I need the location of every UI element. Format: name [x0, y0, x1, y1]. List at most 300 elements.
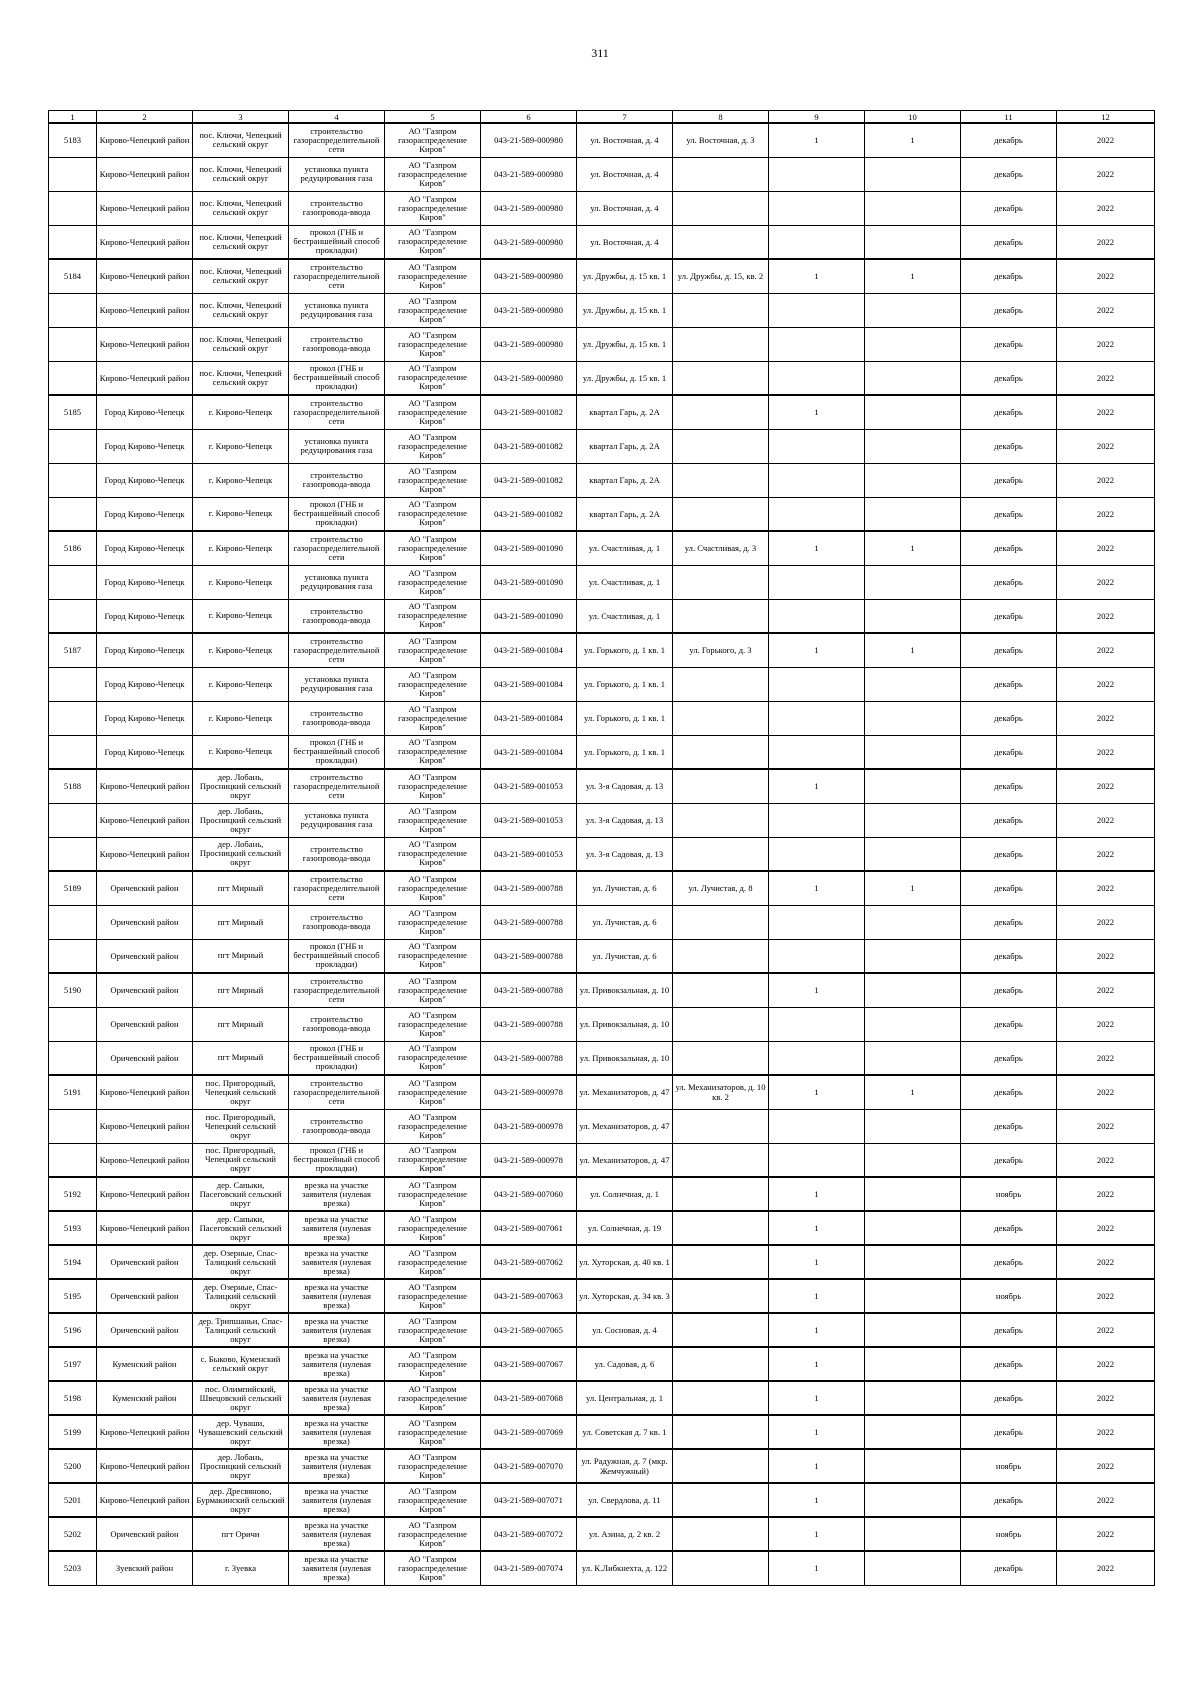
year-cell: 2022: [1057, 803, 1155, 837]
month-cell: декабрь: [961, 1041, 1057, 1075]
address-cell: ул. Хуторская, д. 40 кв. 1: [577, 1245, 673, 1279]
table-row: [49, 769, 1155, 803]
organization-cell: АО "Газпром газораспределение Киров": [385, 1279, 481, 1313]
application-number-cell: 043-21-589-001082: [481, 429, 577, 463]
year-cell: 2022: [1057, 1245, 1155, 1279]
neighbor-address-cell: [673, 1279, 769, 1313]
year-cell: 2022: [1057, 701, 1155, 735]
application-number-cell: 043-21-589-001084: [481, 633, 577, 667]
year-cell: 2022: [1057, 225, 1155, 259]
application-number-cell: 043-21-589-000980: [481, 293, 577, 327]
locality-cell: г. Кирово-Чепецк: [193, 395, 289, 429]
row-number-cell: 5191: [49, 1075, 97, 1109]
work-type-cell: установка пункта редуцирования газа: [289, 157, 385, 191]
row-number-cell: [49, 939, 97, 973]
district-cell: Куменский район: [97, 1347, 193, 1381]
month-cell: декабрь: [961, 463, 1057, 497]
count-a-cell: 1: [769, 1211, 865, 1245]
locality-cell: пгт Мирный: [193, 1041, 289, 1075]
count-b-cell: 1: [865, 871, 961, 905]
table-row: [49, 157, 1155, 191]
district-cell: Кирово-Чепецкий район: [97, 1177, 193, 1211]
count-a-cell: 1: [769, 259, 865, 293]
application-number-cell: 043-21-589-001090: [481, 565, 577, 599]
application-number-cell: 043-21-589-000980: [481, 191, 577, 225]
address-cell: ул. 3-я Садовая, д. 13: [577, 837, 673, 871]
column-number-cell: 1: [49, 111, 97, 124]
month-cell: ноябрь: [961, 1449, 1057, 1483]
table-row: [49, 973, 1155, 1007]
address-cell: ул. Азина, д. 2 кв. 2: [577, 1517, 673, 1551]
column-number-cell: 4: [289, 111, 385, 124]
district-cell: Город Кирово-Чепецк: [97, 633, 193, 667]
column-number-cell: 6: [481, 111, 577, 124]
year-cell: 2022: [1057, 905, 1155, 939]
address-cell: ул. Горького, д. 1 кв. 1: [577, 633, 673, 667]
address-cell: квартал Гарь, д. 2А: [577, 497, 673, 531]
locality-cell: пос. Ключи, Чепецкий сельский округ: [193, 361, 289, 395]
locality-cell: пгт Мирный: [193, 939, 289, 973]
row-number-cell: [49, 225, 97, 259]
application-number-cell: 043-21-589-001090: [481, 531, 577, 565]
neighbor-address-cell: [673, 225, 769, 259]
count-b-cell: [865, 1279, 961, 1313]
locality-cell: дер. Сапыки, Пасеговский сельский округ: [193, 1211, 289, 1245]
neighbor-address-cell: [673, 191, 769, 225]
month-cell: ноябрь: [961, 1279, 1057, 1313]
table-row: [49, 463, 1155, 497]
column-number-cell: 11: [961, 111, 1057, 124]
year-cell: 2022: [1057, 735, 1155, 769]
count-a-cell: 1: [769, 1177, 865, 1211]
count-b-cell: [865, 1007, 961, 1041]
district-cell: Оричевский район: [97, 871, 193, 905]
table-row: [49, 667, 1155, 701]
month-cell: декабрь: [961, 973, 1057, 1007]
district-cell: Кирово-Чепецкий район: [97, 803, 193, 837]
neighbor-address-cell: ул. Восточная, д. 3: [673, 123, 769, 157]
locality-cell: дер. Лобань, Просницкий сельский округ: [193, 1449, 289, 1483]
address-cell: ул. Лучистая, д. 6: [577, 871, 673, 905]
district-cell: Кирово-Чепецкий район: [97, 191, 193, 225]
count-a-cell: [769, 735, 865, 769]
neighbor-address-cell: [673, 1483, 769, 1517]
row-number-cell: [49, 735, 97, 769]
table-row: [49, 565, 1155, 599]
address-cell: ул. Солнечная, д. 19: [577, 1211, 673, 1245]
locality-cell: дер. Лобань, Просницкий сельский округ: [193, 769, 289, 803]
count-b-cell: [865, 395, 961, 429]
work-type-cell: строительство газопровода-ввода: [289, 599, 385, 633]
work-type-cell: установка пункта редуцирования газа: [289, 667, 385, 701]
application-number-cell: 043-21-589-001053: [481, 769, 577, 803]
organization-cell: АО "Газпром газораспределение Киров": [385, 1041, 481, 1075]
table-row: [49, 497, 1155, 531]
locality-cell: г. Кирово-Чепецк: [193, 735, 289, 769]
application-number-cell: 043-21-589-000788: [481, 871, 577, 905]
work-type-cell: врезка на участке заявителя (нулевая врезка): [289, 1449, 385, 1483]
year-cell: 2022: [1057, 599, 1155, 633]
year-cell: 2022: [1057, 531, 1155, 565]
neighbor-address-cell: [673, 1143, 769, 1177]
row-number-cell: [49, 905, 97, 939]
count-a-cell: 1: [769, 1313, 865, 1347]
year-cell: 2022: [1057, 1449, 1155, 1483]
count-a-cell: [769, 463, 865, 497]
neighbor-address-cell: [673, 293, 769, 327]
year-cell: 2022: [1057, 429, 1155, 463]
row-number-cell: 5187: [49, 633, 97, 667]
district-cell: Город Кирово-Чепецк: [97, 599, 193, 633]
count-b-cell: [865, 1347, 961, 1381]
month-cell: декабрь: [961, 1143, 1057, 1177]
work-type-cell: строительство газопровода-ввода: [289, 327, 385, 361]
month-cell: декабрь: [961, 361, 1057, 395]
address-cell: ул. Дружбы, д. 15 кв. 1: [577, 259, 673, 293]
table-row: [49, 1007, 1155, 1041]
row-number-cell: 5185: [49, 395, 97, 429]
table-row: [49, 1279, 1155, 1313]
address-cell: ул. Лучистая, д. 6: [577, 905, 673, 939]
count-b-cell: [865, 429, 961, 463]
district-cell: Кирово-Чепецкий район: [97, 293, 193, 327]
count-b-cell: [865, 1245, 961, 1279]
address-cell: ул. 3-я Садовая, д. 13: [577, 769, 673, 803]
table-row: [49, 1177, 1155, 1211]
district-cell: Город Кирово-Чепецк: [97, 701, 193, 735]
year-cell: 2022: [1057, 157, 1155, 191]
table-row: [49, 123, 1155, 157]
row-number-cell: 5195: [49, 1279, 97, 1313]
column-number-cell: 12: [1057, 111, 1155, 124]
locality-cell: дер. Чуваши, Чувашевский сельский округ: [193, 1415, 289, 1449]
organization-cell: АО "Газпром газораспределение Киров": [385, 973, 481, 1007]
work-type-cell: строительство газораспределительной сети: [289, 395, 385, 429]
year-cell: 2022: [1057, 837, 1155, 871]
locality-cell: пос. Ключи, Чепецкий сельский округ: [193, 191, 289, 225]
year-cell: 2022: [1057, 1415, 1155, 1449]
locality-cell: г. Кирово-Чепецк: [193, 497, 289, 531]
district-cell: Город Кирово-Чепецк: [97, 667, 193, 701]
table-row: [49, 1551, 1155, 1585]
address-cell: ул. Сосновая, д. 4: [577, 1313, 673, 1347]
table-row: [49, 225, 1155, 259]
count-a-cell: [769, 701, 865, 735]
count-b-cell: [865, 769, 961, 803]
year-cell: 2022: [1057, 1211, 1155, 1245]
district-cell: Оричевский район: [97, 1041, 193, 1075]
organization-cell: АО "Газпром газораспределение Киров": [385, 633, 481, 667]
district-cell: Оричевский район: [97, 973, 193, 1007]
neighbor-address-cell: ул. Лучистая, д. 8: [673, 871, 769, 905]
neighbor-address-cell: [673, 1109, 769, 1143]
address-cell: ул. Свердлова, д. 11: [577, 1483, 673, 1517]
work-type-cell: врезка на участке заявителя (нулевая врезка): [289, 1211, 385, 1245]
neighbor-address-cell: [673, 769, 769, 803]
table-row: [49, 905, 1155, 939]
count-a-cell: [769, 361, 865, 395]
count-b-cell: [865, 1381, 961, 1415]
address-cell: ул. Радужная, д. 7 (мкр. Жемчужный): [577, 1449, 673, 1483]
work-type-cell: прокол (ГНБ и бестраншейный способ прокладки): [289, 361, 385, 395]
application-number-cell: 043-21-589-007070: [481, 1449, 577, 1483]
application-number-cell: 043-21-589-000788: [481, 905, 577, 939]
application-number-cell: 043-21-589-007063: [481, 1279, 577, 1313]
address-cell: ул. Садовая, д. 6: [577, 1347, 673, 1381]
district-cell: Кирово-Чепецкий район: [97, 157, 193, 191]
organization-cell: АО "Газпром газораспределение Киров": [385, 1313, 481, 1347]
address-cell: ул. Дружбы, д. 15 кв. 1: [577, 293, 673, 327]
table-row: [49, 259, 1155, 293]
row-number-cell: [49, 701, 97, 735]
locality-cell: г. Кирово-Чепецк: [193, 667, 289, 701]
year-cell: 2022: [1057, 769, 1155, 803]
count-b-cell: [865, 905, 961, 939]
address-cell: ул. Восточная, д. 4: [577, 157, 673, 191]
year-cell: 2022: [1057, 1381, 1155, 1415]
count-b-cell: [865, 973, 961, 1007]
count-b-cell: 1: [865, 633, 961, 667]
table-row: [49, 1415, 1155, 1449]
month-cell: ноябрь: [961, 1177, 1057, 1211]
count-b-cell: [865, 1109, 961, 1143]
gasification-register-table: [48, 110, 1155, 1586]
locality-cell: пос. Ключи, Чепецкий сельский округ: [193, 123, 289, 157]
work-type-cell: строительство газопровода-ввода: [289, 701, 385, 735]
table-row: [49, 871, 1155, 905]
neighbor-address-cell: [673, 939, 769, 973]
row-number-cell: 5189: [49, 871, 97, 905]
address-cell: ул. Механизаторов, д. 47: [577, 1109, 673, 1143]
organization-cell: АО "Газпром газораспределение Киров": [385, 259, 481, 293]
column-number-cell: 3: [193, 111, 289, 124]
table-row: [49, 1075, 1155, 1109]
application-number-cell: 043-21-589-000980: [481, 259, 577, 293]
count-b-cell: 1: [865, 123, 961, 157]
district-cell: Кирово-Чепецкий район: [97, 1075, 193, 1109]
locality-cell: пгт Мирный: [193, 1007, 289, 1041]
year-cell: 2022: [1057, 1313, 1155, 1347]
count-a-cell: [769, 225, 865, 259]
month-cell: декабрь: [961, 1483, 1057, 1517]
application-number-cell: 043-21-589-000980: [481, 361, 577, 395]
count-b-cell: [865, 225, 961, 259]
application-number-cell: 043-21-589-007062: [481, 1245, 577, 1279]
work-type-cell: строительство газораспределительной сети: [289, 973, 385, 1007]
district-cell: Куменский район: [97, 1381, 193, 1415]
locality-cell: г. Кирово-Чепецк: [193, 531, 289, 565]
table-row: [49, 429, 1155, 463]
neighbor-address-cell: [673, 1245, 769, 1279]
work-type-cell: врезка на участке заявителя (нулевая врезка): [289, 1415, 385, 1449]
neighbor-address-cell: [673, 327, 769, 361]
month-cell: декабрь: [961, 1415, 1057, 1449]
month-cell: декабрь: [961, 225, 1057, 259]
application-number-cell: 043-21-589-000978: [481, 1075, 577, 1109]
neighbor-address-cell: [673, 565, 769, 599]
organization-cell: АО "Газпром газораспределение Киров": [385, 429, 481, 463]
table-row: [49, 837, 1155, 871]
district-cell: Кирово-Чепецкий район: [97, 769, 193, 803]
count-a-cell: 1: [769, 1415, 865, 1449]
locality-cell: пос. Олимпийский, Швецовский сельский округ: [193, 1381, 289, 1415]
work-type-cell: строительство газораспределительной сети: [289, 123, 385, 157]
row-number-cell: [49, 497, 97, 531]
work-type-cell: врезка на участке заявителя (нулевая врезка): [289, 1551, 385, 1585]
month-cell: декабрь: [961, 905, 1057, 939]
count-a-cell: [769, 429, 865, 463]
count-a-cell: 1: [769, 769, 865, 803]
month-cell: декабрь: [961, 1007, 1057, 1041]
count-b-cell: [865, 1211, 961, 1245]
neighbor-address-cell: [673, 735, 769, 769]
year-cell: 2022: [1057, 191, 1155, 225]
table-row: [49, 633, 1155, 667]
locality-cell: дер. Сапыки, Пасеговский сельский округ: [193, 1177, 289, 1211]
count-b-cell: [865, 1177, 961, 1211]
neighbor-address-cell: [673, 599, 769, 633]
neighbor-address-cell: [673, 429, 769, 463]
locality-cell: дер. Лобань, Просницкий сельский округ: [193, 837, 289, 871]
count-a-cell: [769, 939, 865, 973]
count-b-cell: [865, 599, 961, 633]
row-number-cell: 5193: [49, 1211, 97, 1245]
neighbor-address-cell: [673, 497, 769, 531]
address-cell: ул. Дружбы, д. 15 кв. 1: [577, 361, 673, 395]
table-row: [49, 1109, 1155, 1143]
row-number-cell: [49, 565, 97, 599]
address-cell: ул. Лучистая, д. 6: [577, 939, 673, 973]
work-type-cell: строительство газопровода-ввода: [289, 1007, 385, 1041]
count-b-cell: [865, 361, 961, 395]
application-number-cell: 043-21-589-007071: [481, 1483, 577, 1517]
application-number-cell: 043-21-589-000788: [481, 1007, 577, 1041]
count-a-cell: 1: [769, 1551, 865, 1585]
row-number-cell: 5192: [49, 1177, 97, 1211]
neighbor-address-cell: [673, 905, 769, 939]
locality-cell: с. Быково, Куменский сельский округ: [193, 1347, 289, 1381]
table-row: [49, 701, 1155, 735]
application-number-cell: 043-21-589-000980: [481, 123, 577, 157]
address-cell: ул. Восточная, д. 4: [577, 225, 673, 259]
table-row: [49, 1449, 1155, 1483]
count-a-cell: 1: [769, 1449, 865, 1483]
count-b-cell: [865, 1313, 961, 1347]
count-a-cell: [769, 191, 865, 225]
work-type-cell: строительство газораспределительной сети: [289, 259, 385, 293]
year-cell: 2022: [1057, 1041, 1155, 1075]
month-cell: декабрь: [961, 1551, 1057, 1585]
work-type-cell: прокол (ГНБ и бестраншейный способ прокладки): [289, 735, 385, 769]
month-cell: декабрь: [961, 429, 1057, 463]
application-number-cell: 043-21-589-000788: [481, 973, 577, 1007]
year-cell: 2022: [1057, 565, 1155, 599]
row-number-cell: 5197: [49, 1347, 97, 1381]
row-number-cell: [49, 429, 97, 463]
row-number-cell: 5186: [49, 531, 97, 565]
row-number-cell: [49, 191, 97, 225]
locality-cell: пгт Мирный: [193, 973, 289, 1007]
district-cell: Кирово-Чепецкий район: [97, 1449, 193, 1483]
application-number-cell: 043-21-589-000978: [481, 1109, 577, 1143]
table-row: [49, 1211, 1155, 1245]
work-type-cell: врезка на участке заявителя (нулевая врезка): [289, 1245, 385, 1279]
count-b-cell: [865, 1143, 961, 1177]
neighbor-address-cell: [673, 1211, 769, 1245]
count-a-cell: [769, 1041, 865, 1075]
count-b-cell: [865, 735, 961, 769]
locality-cell: пос. Ключи, Чепецкий сельский округ: [193, 293, 289, 327]
organization-cell: АО "Газпром газораспределение Киров": [385, 939, 481, 973]
district-cell: Кирово-Чепецкий район: [97, 837, 193, 871]
locality-cell: г. Кирово-Чепецк: [193, 701, 289, 735]
month-cell: декабрь: [961, 667, 1057, 701]
month-cell: декабрь: [961, 803, 1057, 837]
count-b-cell: [865, 1517, 961, 1551]
address-cell: ул. Хуторская, д. 34 кв. 3: [577, 1279, 673, 1313]
application-number-cell: 043-21-589-001082: [481, 395, 577, 429]
column-number-cell: 9: [769, 111, 865, 124]
table-row: [49, 361, 1155, 395]
year-cell: 2022: [1057, 1177, 1155, 1211]
neighbor-address-cell: [673, 837, 769, 871]
count-b-cell: 1: [865, 259, 961, 293]
month-cell: ноябрь: [961, 1517, 1057, 1551]
district-cell: Город Кирово-Чепецк: [97, 531, 193, 565]
organization-cell: АО "Газпром газораспределение Киров": [385, 871, 481, 905]
organization-cell: АО "Газпром газораспределение Киров": [385, 667, 481, 701]
locality-cell: дер. Дресвяново, Бурмакинский сельский округ: [193, 1483, 289, 1517]
row-number-cell: 5201: [49, 1483, 97, 1517]
month-cell: декабрь: [961, 497, 1057, 531]
neighbor-address-cell: [673, 1517, 769, 1551]
count-a-cell: [769, 905, 865, 939]
row-number-cell: 5194: [49, 1245, 97, 1279]
locality-cell: пос. Ключи, Чепецкий сельский округ: [193, 225, 289, 259]
organization-cell: АО "Газпром газораспределение Киров": [385, 1551, 481, 1585]
table-row: [49, 803, 1155, 837]
row-number-cell: [49, 463, 97, 497]
count-a-cell: 1: [769, 973, 865, 1007]
work-type-cell: строительство газопровода-ввода: [289, 463, 385, 497]
month-cell: декабрь: [961, 1075, 1057, 1109]
district-cell: Кирово-Чепецкий район: [97, 361, 193, 395]
row-number-cell: [49, 1109, 97, 1143]
work-type-cell: строительство газораспределительной сети: [289, 769, 385, 803]
table-row: [49, 1313, 1155, 1347]
organization-cell: АО "Газпром газораспределение Киров": [385, 463, 481, 497]
neighbor-address-cell: [673, 1177, 769, 1211]
work-type-cell: строительство газораспределительной сети: [289, 531, 385, 565]
application-number-cell: 043-21-589-001090: [481, 599, 577, 633]
organization-cell: АО "Газпром газораспределение Киров": [385, 735, 481, 769]
count-a-cell: [769, 1109, 865, 1143]
organization-cell: АО "Газпром газораспределение Киров": [385, 1381, 481, 1415]
count-b-cell: [865, 1551, 961, 1585]
address-cell: ул. Центральная, д. 1: [577, 1381, 673, 1415]
table-row: [49, 531, 1155, 565]
locality-cell: пгт Оричи: [193, 1517, 289, 1551]
work-type-cell: установка пункта редуцирования газа: [289, 429, 385, 463]
district-cell: Зуевский район: [97, 1551, 193, 1585]
district-cell: Город Кирово-Чепецк: [97, 429, 193, 463]
count-a-cell: 1: [769, 1075, 865, 1109]
count-a-cell: [769, 497, 865, 531]
organization-cell: АО "Газпром газораспределение Киров": [385, 123, 481, 157]
count-a-cell: 1: [769, 1517, 865, 1551]
count-b-cell: [865, 667, 961, 701]
work-type-cell: врезка на участке заявителя (нулевая врезка): [289, 1279, 385, 1313]
